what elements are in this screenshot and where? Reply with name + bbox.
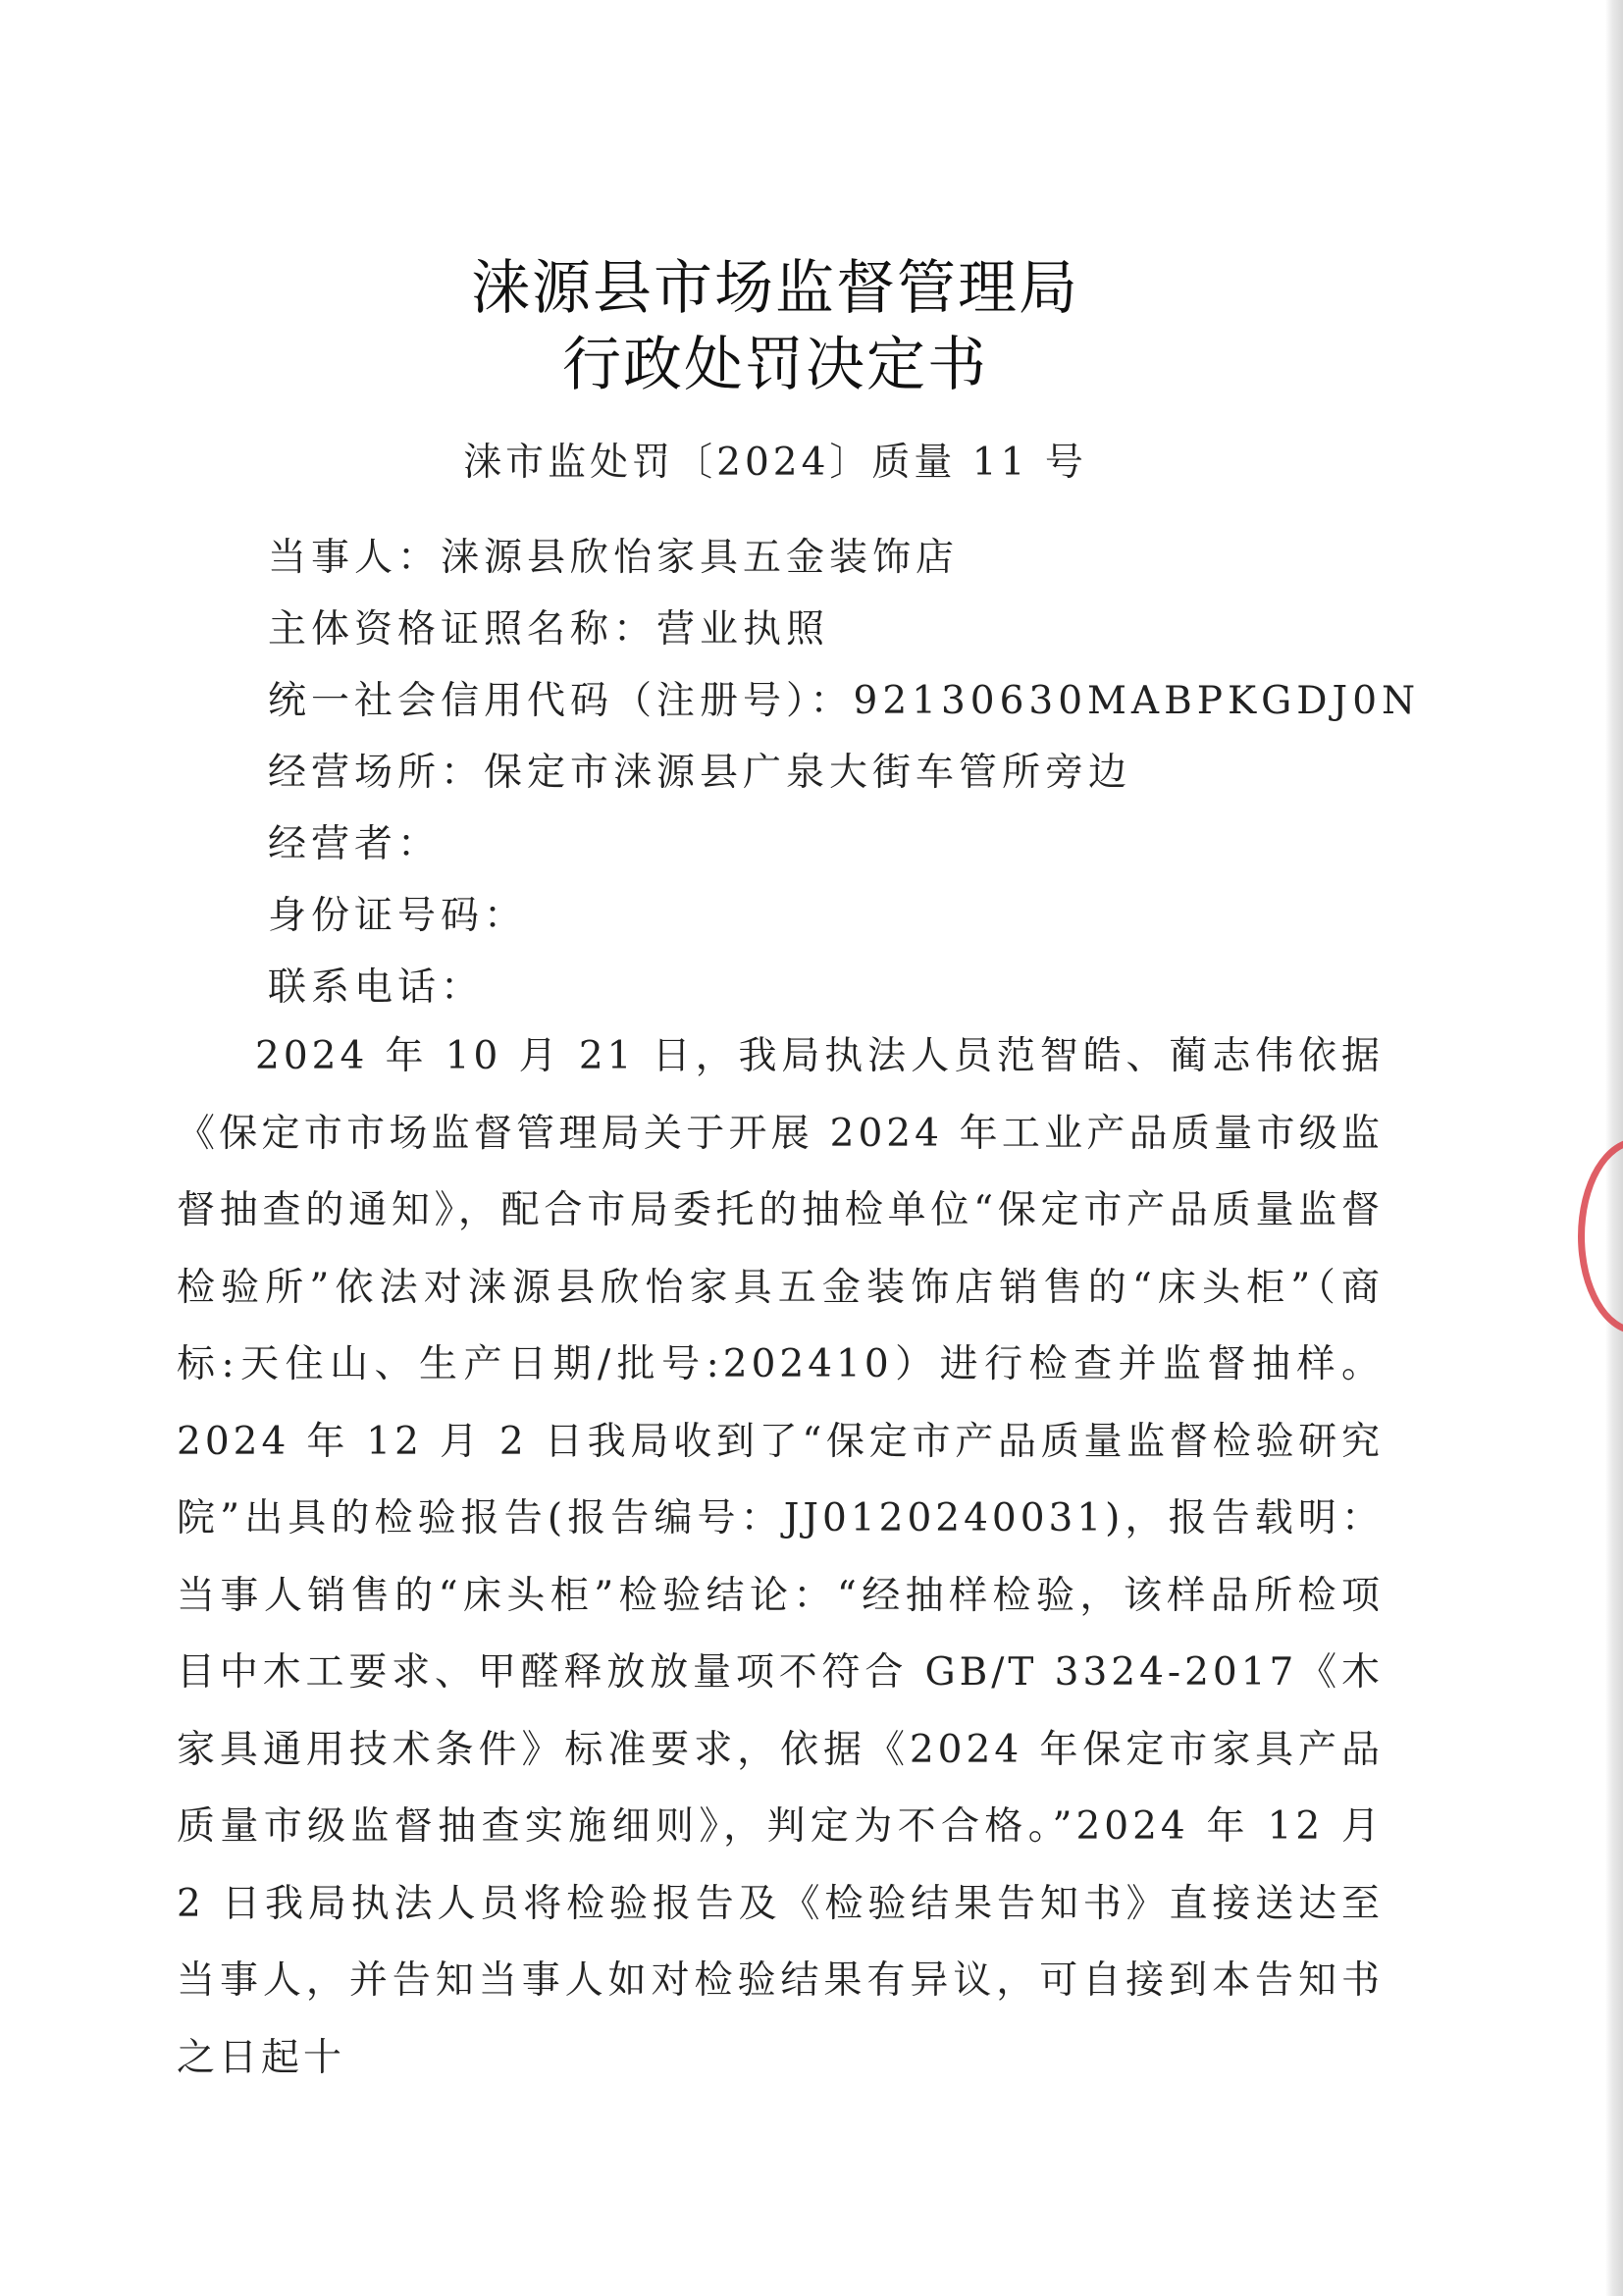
official-seal: [1578, 1138, 1623, 1334]
business-place: 经营场所：保定市涞源县广泉大街车管所旁边: [268, 751, 1132, 795]
credit-code: 统一社会信用代码（注册号）：92130630MABPKGDJ0N: [268, 679, 1421, 723]
party-name: 当事人：涞源县欣怡家具五金装饰店: [268, 536, 960, 580]
body-paragraph: 2024 年 10 月 21 日，我局执法人员范智皓、蔺志伟依据《保定市市场监督管理局关于开展 2024 年工业产品质量市级监督抽查的通知》，配合市局委托的抽检单位“保定市产品质量监督检验所”依法对涞源县欣怡家具五金装饰店销售的“床头柜”（商标:天住山、生产日期/批号:202410）进行检查并监督抽样。2024 年 12 月 2 日我局收到了“保定市产品质量监督检验研究院”出具的检验报告(报告编号：JJ0120240031)，报告载明：当事人销售的“床头柜”检验结论：“经抽样检验，该样品所检项目中木工要求、甲醛释放放量项不符合 GB/T 3324-2017《木家具通用技术条件》标准要求，依据《2024 年保定市家具产品质量市级监督抽查实施细则》，判定为不合格。”2024 年 12 月 2 日我局执法人员将检验报告及《检验结果告知书》直接送达至当事人，并告知当事人如对检验结果有异议，可自接到本告知书之日起十: [177, 1034, 1384, 2080]
license-name: 主体资格证照名称：营业执照: [268, 607, 830, 652]
party-info: [268, 522, 1420, 1023]
title-line-document-type: 行政处罚决定书: [562, 331, 988, 399]
document-title: [0, 250, 1550, 403]
operator: 经营者：: [268, 822, 442, 866]
title-line-agency: 涞源县市场监督管理局: [471, 254, 1079, 323]
document-number: 涞市监处罚〔2024〕质量 11 号: [463, 441, 1087, 485]
id-number: 身份证号码：: [268, 894, 528, 938]
phone: 联系电话：: [268, 965, 485, 1010]
